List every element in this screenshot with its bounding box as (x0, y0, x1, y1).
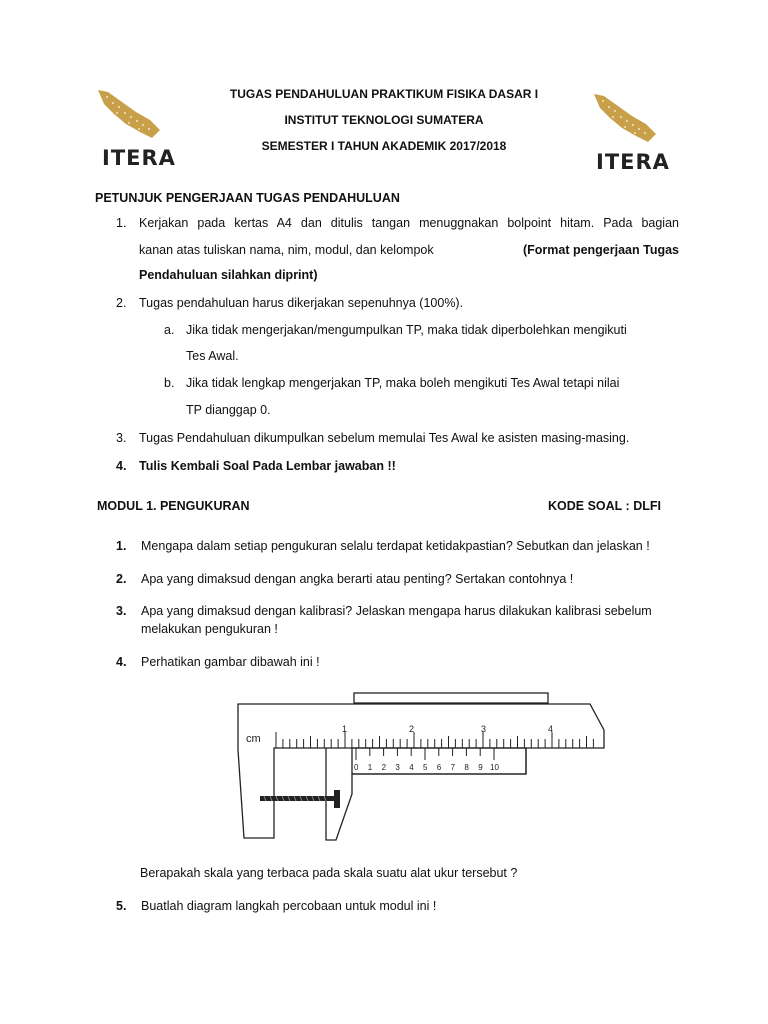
instruction-1-line-2 (139, 243, 679, 257)
main-scale-ticks (276, 732, 593, 748)
instruction-4-text: Tulis Kembali Soal Pada Lembar jawaban !! (139, 459, 396, 473)
question-4-number: 4. (116, 655, 127, 669)
instruction-2b-line-2: TP dianggap 0. (186, 403, 271, 417)
main-scale-label-4: 4 (548, 724, 554, 734)
instruction-2-number: 2. (116, 296, 127, 310)
instruction-1-line-2-plain: kanan atas tuliskan nama, nim, modul, dan kelompok (139, 243, 434, 257)
vernier-scale-label: 5 (423, 763, 428, 772)
vernier-scale-label: 2 (381, 763, 387, 772)
instruction-1-line-3: Pendahuluan silahkan diprint) (139, 268, 318, 282)
instruction-3-text: Tugas Pendahuluan dikumpulkan sebelum memulai Tes Awal ke asisten masing-masing. (139, 431, 630, 445)
instruction-2a-line-1: Jika tidak mengerjakan/mengumpulkan TP, maka tidak diperbolehkan mengikuti (186, 323, 627, 337)
vernier-scale-label: 6 (436, 763, 442, 772)
module-title: MODUL 1. PENGUKURAN (97, 499, 250, 513)
unit-label: cm (246, 733, 261, 745)
instructions-title: PETUNJUK PENGERJAAN TUGAS PENDAHULUAN (95, 191, 400, 205)
question-4-text: Perhatikan gambar dibawah ini ! (141, 655, 320, 669)
question-1-number: 1. (116, 539, 127, 553)
screw-icon (260, 790, 340, 808)
vernier-scale-label: 10 (490, 763, 499, 772)
main-scale-label-1: 1 (342, 724, 348, 734)
question-5-number: 5. (116, 899, 127, 913)
instruction-2a-label: a. (164, 323, 175, 337)
vernier-scale-label: 3 (395, 763, 400, 772)
question-3-text-line-2: melakukan pengukuran ! (141, 622, 278, 636)
instruction-1-line-1: Kerjakan pada kertas A4 dan ditulis tangan menuggnakan bolpoint hitam. Pada bagian (139, 216, 679, 230)
question-3-number: 3. (116, 604, 127, 618)
main-scale-label-2: 2 (409, 724, 415, 734)
instruction-1-number: 1. (116, 216, 127, 230)
vernier-scale-label: 0 (354, 763, 359, 772)
vernier-scale-ticks (356, 748, 494, 760)
vernier-scale-label: 4 (409, 763, 414, 772)
instruction-3-number: 3. (116, 431, 127, 445)
vernier-scale-label: 7 (450, 763, 456, 772)
instruction-2a-line-2: Tes Awal. (186, 349, 239, 363)
itera-logo-text-left: ITERA (102, 146, 176, 170)
module-code: KODE SOAL : DLFI (548, 499, 661, 513)
vernier-scale-label: 1 (367, 763, 373, 772)
instruction-4-number: 4. (116, 459, 127, 473)
instruction-2b-line-1: Jika tidak lengkap mengerjakan TP, maka boleh mengikuti Tes Awal tetapi nilai (186, 376, 620, 390)
vernier-caliper-figure (230, 690, 610, 850)
header-line-2: INSTITUT TEKNOLOGI SUMATERA (284, 113, 484, 127)
caliper-vernier-slider (326, 748, 526, 840)
question-5-text: Buatlah diagram langkah percobaan untuk modul ini ! (141, 899, 437, 913)
instruction-1-line-2-bold: (Format pengerjaan Tugas (522, 243, 679, 257)
question-3-text: Apa yang dimaksud dengan kalibrasi? Jelaskan mengapa harus dilakukan kalibrasi sebelum (141, 604, 652, 618)
question-2-text: Apa yang dimaksud dengan angka berarti atau penting? Sertakan contohnya ! (141, 572, 574, 586)
figure-question-text: Berapakah skala yang terbaca pada skala suatu alat ukur tersebut ? (140, 866, 518, 880)
vernier-scale-label: 9 (478, 763, 483, 772)
instruction-2b-label: b. (164, 376, 175, 390)
instruction-2-text: Tugas pendahuluan harus dikerjakan sepenuhnya (100%). (139, 296, 464, 310)
vernier-scale-label: 8 (464, 763, 469, 772)
header-line-3: SEMESTER I TAHUN AKADEMIK 2017/2018 (261, 139, 507, 153)
caliper-depth-rod (354, 693, 548, 703)
question-1-text: Mengapa dalam setiap pengukuran selalu terdapat ketidakpastian? Sebutkan dan jelaskan ! (141, 539, 650, 553)
itera-logo-text-right: ITERA (596, 150, 670, 174)
header-line-1: TUGAS PENDAHULUAN PRAKTIKUM FISIKA DASAR I (229, 87, 539, 101)
question-2-number: 2. (116, 572, 127, 586)
main-scale-label-3: 3 (481, 724, 487, 734)
